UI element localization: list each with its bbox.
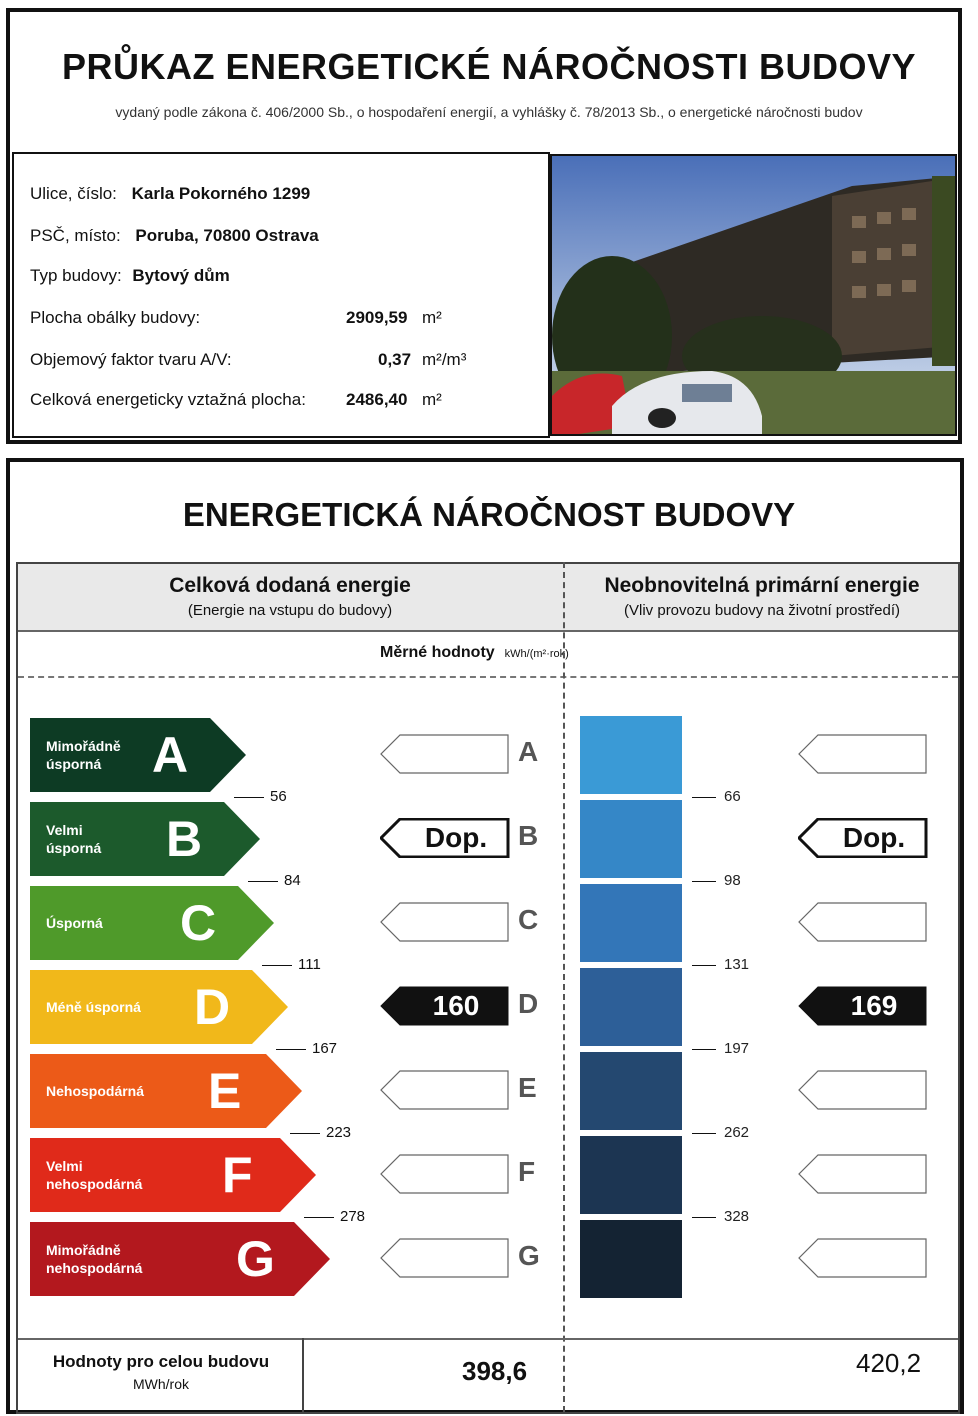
- building-photo: [550, 154, 957, 436]
- delivered-energy-heading: Celková dodaná energie: [169, 574, 411, 597]
- rating-class-letter: C: [518, 904, 539, 935]
- rating-value: [820, 1070, 928, 1110]
- class-arrow-b: [30, 802, 262, 876]
- delivered-rating-d: [380, 986, 510, 1026]
- shape-label: Objemový faktor tvaru A/V:: [30, 350, 232, 369]
- rating-class-letter: B: [518, 820, 539, 851]
- primary-energy-subheading: (Vliv provozu budovy na životní prostředí): [624, 602, 900, 619]
- street-value: Karla Pokorného 1299: [131, 184, 311, 203]
- primary-energy-block-b: [580, 800, 682, 878]
- building-photo-image: [552, 156, 957, 436]
- specific-divider: [18, 676, 958, 678]
- class-letter: G: [236, 1231, 275, 1287]
- class-letter: C: [180, 895, 217, 951]
- type-value: Bytový dům: [132, 266, 230, 285]
- class-letter: A: [152, 727, 189, 783]
- primary-rating-b: [798, 818, 928, 858]
- rating-class-letter: F: [518, 1156, 536, 1187]
- city-value: Poruba, 70800 Ostrava: [135, 226, 319, 245]
- class-arrow-f: [30, 1138, 318, 1212]
- primary-energy-block-c: [580, 884, 682, 962]
- rating-value: [402, 902, 510, 942]
- building-info-panel: [12, 152, 550, 438]
- column-divider: [563, 562, 565, 1412]
- primary-rating-e: [798, 1070, 928, 1110]
- rating-class-letter: A: [518, 736, 539, 767]
- delivered-energy-total: 398,6: [462, 1356, 528, 1386]
- rating-value: [402, 1070, 510, 1110]
- class-name: Mimořádně úsporná: [46, 737, 121, 772]
- whole-building-label: [20, 1352, 302, 1392]
- delivered-rating-e: [380, 1070, 510, 1110]
- type-row: [30, 266, 230, 286]
- class-letter: F: [222, 1147, 253, 1203]
- type-label: Typ budovy:: [30, 266, 122, 285]
- specific-values-text: Měrné hodnoty: [380, 644, 495, 661]
- city-row: [30, 226, 319, 246]
- rating-value: [820, 902, 928, 942]
- primary-threshold: 197: [692, 1040, 749, 1057]
- delivered-threshold: 56: [234, 788, 287, 805]
- delivered-threshold: 278: [304, 1208, 365, 1225]
- class-name: Velmi nehospodárná: [46, 1157, 143, 1192]
- primary-energy-block-e: [580, 1052, 682, 1130]
- city-label: PSČ, místo:: [30, 226, 121, 245]
- rating-value: [820, 1154, 928, 1194]
- shape-value: 0,37: [378, 350, 412, 369]
- primary-energy-block-a: [580, 716, 682, 794]
- class-name: Mimořádně nehospodárná: [46, 1241, 143, 1276]
- area-unit: m²: [422, 390, 442, 409]
- rating-value: Dop.: [842, 822, 906, 853]
- whole-building-unit: MWh/rok: [133, 1376, 189, 1392]
- delivered-rating-f: [380, 1154, 510, 1194]
- primary-threshold: 328: [692, 1208, 749, 1225]
- primary-threshold: 131: [692, 956, 749, 973]
- header-divider: [18, 630, 958, 632]
- envelope-label: Plocha obálky budovy:: [30, 308, 201, 327]
- primary-energy-block-g: [580, 1220, 682, 1298]
- envelope-value: 2909,59: [346, 308, 408, 327]
- class-name: Úsporná: [46, 914, 103, 931]
- class-arrow-e: [30, 1054, 304, 1128]
- class-arrow-g: [30, 1222, 332, 1296]
- rating-value: 160: [432, 990, 480, 1021]
- rating-value: [402, 1238, 510, 1278]
- primary-threshold: 66: [692, 788, 741, 805]
- certificate-subtitle: vydaný podle zákona č. 406/2000 Sb., o hospodaření energií, a vyhlášky č. 78/2013 Sb., o energetické náročnosti budov: [115, 104, 863, 120]
- class-name: Velmi úsporná: [46, 821, 102, 856]
- rating-class-letter: E: [518, 1072, 537, 1103]
- primary-rating-c: [798, 902, 928, 942]
- street-label: Ulice, číslo:: [30, 184, 117, 203]
- delivered-threshold: 111: [262, 956, 321, 973]
- area-label: Celková energeticky vztažná plocha:: [30, 390, 306, 409]
- delivered-rating-c: [380, 902, 510, 942]
- class-arrow-d: [30, 970, 290, 1044]
- rating-value: [820, 1238, 928, 1278]
- primary-threshold: 98: [692, 872, 741, 889]
- specific-values-unit: kWh/(m²·rok): [504, 648, 569, 660]
- class-letter: E: [208, 1063, 242, 1119]
- area-value: 2486,40: [346, 390, 408, 409]
- envelope-unit: m²: [422, 308, 442, 327]
- delivered-threshold: 84: [248, 872, 301, 889]
- class-name: Nehospodárná: [46, 1082, 145, 1099]
- delivered-threshold: 167: [276, 1040, 337, 1057]
- primary-rating-f: [798, 1154, 928, 1194]
- rating-value: [820, 734, 928, 774]
- class-letter: B: [166, 811, 203, 867]
- rating-class-letter: D: [518, 988, 539, 1019]
- primary-energy-total: 420,2: [856, 1348, 922, 1378]
- class-name: Méně úsporná: [46, 998, 141, 1015]
- class-letter: D: [194, 979, 231, 1035]
- rating-class-letter: G: [518, 1240, 540, 1271]
- delivered-rating-a: [380, 734, 510, 774]
- shape-unit: m²/m³: [422, 350, 467, 369]
- specific-values-label: [380, 644, 569, 662]
- rating-value: 169: [850, 990, 898, 1021]
- certificate-title: PRŮKAZ ENERGETICKÉ NÁROČNOSTI BUDOVY: [61, 46, 917, 87]
- street-row: [30, 184, 310, 204]
- whole-building-text: Hodnoty pro celou budovu: [52, 1352, 270, 1371]
- area-row: [30, 390, 306, 410]
- primary-energy-heading: Neobnovitelná primární energie: [604, 574, 920, 597]
- primary-threshold: 262: [692, 1124, 749, 1141]
- primary-energy-block-d: [580, 968, 682, 1046]
- class-arrow-c: [30, 886, 276, 960]
- class-arrow-a: [30, 718, 248, 792]
- energy-title: ENERGETICKÁ NÁROČNOST BUDOVY: [182, 496, 796, 533]
- delivered-threshold: 223: [290, 1124, 351, 1141]
- delivered-rating-b: [380, 818, 510, 858]
- primary-rating-g: [798, 1238, 928, 1278]
- delivered-rating-g: [380, 1238, 510, 1278]
- rating-value: [402, 1154, 510, 1194]
- delivered-energy-header: [20, 574, 560, 619]
- delivered-energy-subheading: (Energie na vstupu do budovy): [187, 602, 393, 619]
- footer-divider: [18, 1338, 958, 1340]
- primary-rating-a: [798, 734, 928, 774]
- primary-energy-block-f: [580, 1136, 682, 1214]
- primary-rating-d: [798, 986, 928, 1026]
- rating-value: [402, 734, 510, 774]
- primary-energy-header: [566, 574, 958, 619]
- rating-value: Dop.: [424, 822, 488, 853]
- footer-label-divider: [302, 1338, 304, 1414]
